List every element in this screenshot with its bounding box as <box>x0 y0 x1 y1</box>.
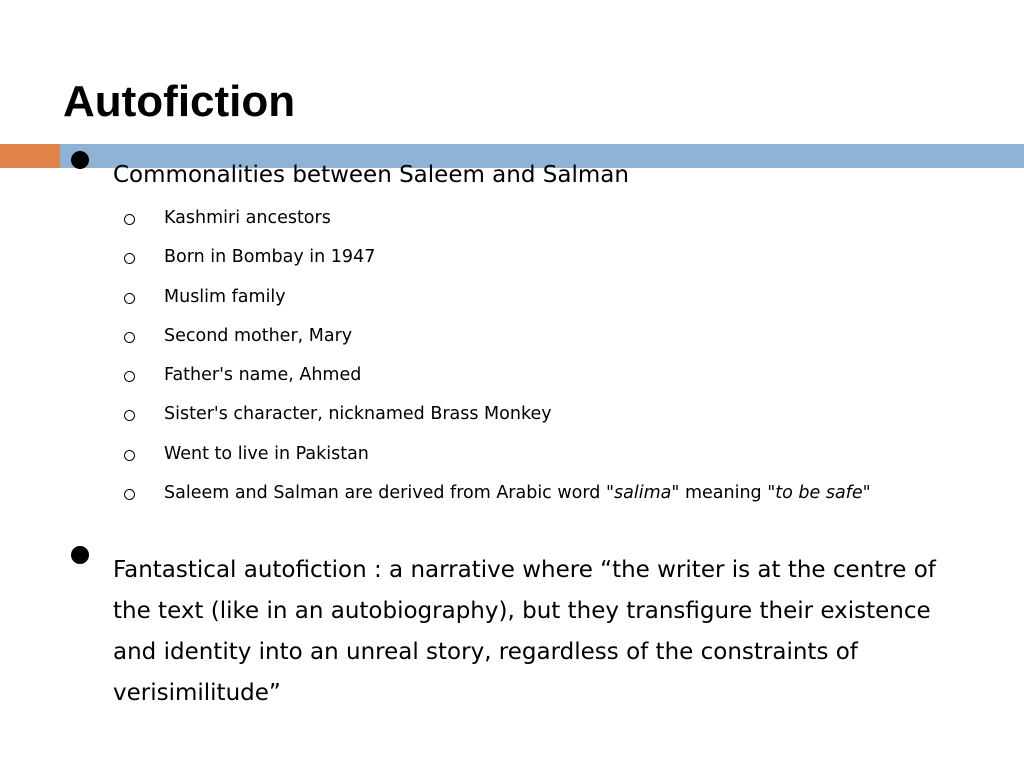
list-item <box>124 439 944 469</box>
list-item-text: Second mother, Mary <box>164 325 353 346</box>
bullet-marker <box>71 151 89 169</box>
bullet-marker <box>71 546 89 564</box>
list-item <box>124 282 944 312</box>
list-item-text: Father's name, Ahmed <box>164 365 362 386</box>
hollow-bullet-icon <box>124 214 135 225</box>
list-item-text: Kashmiri ancestors <box>164 208 331 228</box>
hollow-bullet-icon <box>124 332 135 343</box>
hollow-bullet-icon <box>124 371 135 382</box>
list-item <box>124 399 944 429</box>
slide-title: Autofiction <box>63 77 296 126</box>
accent-bar-orange <box>0 144 60 168</box>
list-item <box>124 360 944 390</box>
hollow-bullet-icon <box>124 450 135 461</box>
list-item-etymology <box>124 478 944 508</box>
etymology-meaning: meaning <box>679 483 768 504</box>
meaning-to-be-safe: "to be safe" <box>767 483 871 504</box>
list-item-text: Went to live in Pakistan <box>164 443 369 464</box>
etymology-text: Saleem and Salman are derived from Arabic word <box>164 483 606 504</box>
list-item <box>124 203 944 233</box>
list-item <box>124 321 944 351</box>
list-item-text: Sister's character, nicknamed Brass Monkey <box>164 404 552 425</box>
bullet-commonalities: Commonalities between Saleem and Salman <box>113 162 629 188</box>
hollow-bullet-icon <box>124 410 135 421</box>
list-item-text: Born in Bombay in 1947 <box>164 247 376 268</box>
bullet-fantastical-autofiction: Fantastical autofiction : a narrative where “the writer is at the centre of the text (like in an autobiography), but they transfigure their existence and identity into an unreal story, regardless of the constraints of verisimilitude” <box>113 557 936 706</box>
hollow-bullet-icon <box>124 253 135 264</box>
hollow-bullet-icon <box>124 489 135 500</box>
hollow-bullet-icon <box>124 293 135 304</box>
list-item-text: Muslim family <box>164 286 286 307</box>
commonalities-list <box>124 203 944 517</box>
list-item <box>124 242 944 272</box>
word-salima: "salima" <box>605 483 680 504</box>
